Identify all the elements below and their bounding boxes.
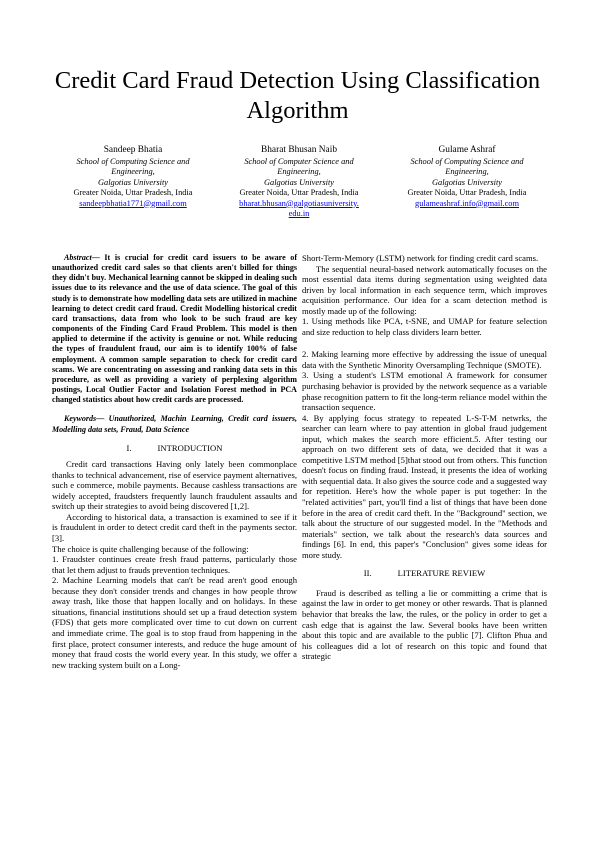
- author-email[interactable]: bharat.bhusan@galgotiasuniversity.: [239, 198, 359, 208]
- paragraph: Short-Term-Memory (LSTM) network for finding credit card scams.: [302, 253, 539, 263]
- author-name: Bharat Bhusan Naib: [260, 145, 338, 155]
- paper-title: Credit Card Fraud Detection Using Classification Algorithm: [54, 67, 541, 124]
- paragraph: The sequential neural-based network automatically focuses on the most essential data items during segmentation using weighted data driven by local information in each sequence term, which improves acquisition performance. Our idea for a scam detection method is mostly made up of the following:: [302, 263, 547, 316]
- author-email[interactable]: gulameashraf.info@gmail.com: [415, 198, 519, 208]
- abstract-label: Abstract—: [64, 253, 100, 262]
- section-number: II.: [363, 568, 372, 579]
- author-3: [386, 145, 548, 209]
- author-block: [52, 145, 552, 245]
- list-item: 2. Making learning more effective by addressing the issue of unequal data with the Synthetic Minority Oversampling Technique (SMOTE).: [302, 349, 547, 370]
- paragraph: Fraud is described as telling a lie or committing a crime that is against the law in order to get money or other rewards. That is planned behavior that breaks the law, the rules, or the policy in order to get a cash edge that is against the law. Several books have been written about this topic and are available to the public [7]. Clifton Phua and his colleagues did a lot of research on this topic and found that strategic: [302, 587, 547, 662]
- section-title: INTRODUCTION: [157, 442, 223, 453]
- abstract: [52, 253, 297, 405]
- section-heading-literature-review: [302, 568, 547, 579]
- author-university: Galgotias University: [97, 177, 169, 187]
- list-item: 1. Fraudster continues create fresh fraud patterns, particularly those that let them adjust to frauds prevention techniques.: [52, 554, 297, 575]
- list-item: 3. Using a student's LSTM emotional A framework for consumer purchasing behavior is provided by the network sequence as a variable phase recognition pattern to fit the long-term reliance model within the transaction sequence.: [302, 370, 547, 413]
- abstract-text: It is crucial for credit card issuers to be aware of unauthorized credit card sales so that clients aren't billed for things they didn't buy. Mechanical learning cannot be skipped in dealing such issues due to its relevance and the use of data science. The goal of this study is to demonstrate how modelling data sets are utilized in machine learning to detect credit card fraud. Credit Modelling historical credit card transactions, data from who look to be such fraud are key components of the Finding Card Fraud Problem. This model is then applied to determine if the activity is genuine or not. While reducing the types of fraudulent fraud, our aim is to identify 100% of false employment. A common sample separation to check for credit card scams. We are concentrating on assessing and ranking data sets in this procedure, as well as providing a variety of perplexing algorithm postings, Local Outlier Factor and Isolation Forest method in PCA changed statistics about how credit cards are processed.: [52, 253, 297, 405]
- author-dept: School of Computing Science and: [76, 156, 190, 166]
- paragraph: The choice is quite challenging because of the following:: [52, 543, 249, 554]
- author-university: Galgotias University: [431, 177, 503, 187]
- author-email-cont[interactable]: edu.in: [288, 209, 310, 218]
- author-1: [52, 145, 214, 209]
- keywords: Keywords— Unauthorized, Machin Learning, Credit card issuers, Modelling data sets, Fraud, Data Science: [52, 414, 297, 434]
- author-dept: School of Computer Science and: [244, 156, 354, 166]
- author-2: [218, 145, 380, 220]
- author-name: Sandeep Bhatia: [103, 145, 163, 155]
- right-column: [302, 253, 547, 662]
- section-number: I.: [126, 442, 132, 453]
- paragraph: Credit card transactions Having only lately been commonplace thanks to technical advancement, rise of eservice payment alternatives, such e commerce, mobile payments. Because cashless transactions are widely accepted, fraudsters frequently launch fraudulent assaults and switch up their strategies to avoid being discovered [1,2].: [52, 459, 297, 512]
- author-university: Galgotias University: [263, 177, 335, 187]
- author-location: Greater Noida, Uttar Pradesh, India: [407, 188, 527, 197]
- section-heading-introduction: [52, 443, 297, 454]
- author-dept-cont: Engineering,: [445, 167, 489, 176]
- author-dept-cont: Engineering,: [277, 167, 321, 176]
- author-name: Gulame Ashraf: [438, 145, 496, 155]
- left-column: [52, 253, 297, 670]
- list-item: 4. By applying focus strategy to repeated L-S-T-M netwrks, the searcher can learn where to pay attention in global fraud judgement input, which makes the search more efficient.5. After testing our approach on two different sets of data, we decided that it was a competitive LSTM method [5]that stood out from others. This function doesn't focus on finding fraud. Instead, it presents the idea of working with sequential data. It also gives the source code and a suggested way for repetition. Here's how the whole paper is put together: In the "related activities" part, you'll find a list of things that have been done before in the area of credit card theft. In the "Background" section, we talk about the structure of our suggested model. In the "Methods and materials" section, we talk about the research's data sources and findings [6]. In end, this paper's "Conclusion" gives some ideas for more study.: [302, 412, 547, 560]
- author-dept-cont: Engineering,: [111, 167, 155, 176]
- author-dept: School of Computing Science and: [410, 156, 524, 166]
- section-title: LITERATURE REVIEW: [397, 568, 486, 579]
- author-location: Greater Noida, Uttar Pradesh, India: [73, 188, 193, 197]
- author-location: Greater Noida, Uttar Pradesh, India: [239, 188, 359, 197]
- list-item: 2. Machine Learning models that can't be read aren't good enough because they don't consider trends and changes in how people throw away trash, like those that happen locally and on holidays. In these situations, financial institutions should set up a fraud detection system (FDS) that gets more complicated over time to cut down on current and immediate crime. The goal is to stop fraud from happening in the first place, protect consumer interests, and reduce the huge amount of money that fraud costs the world every year. In this study, we offer a new tracking system built on a Long-: [52, 575, 297, 670]
- author-email[interactable]: sandeepbhatia1771@gmail.com: [79, 198, 187, 208]
- paragraph: According to historical data, a transaction is examined to see if it is fraudulent in order to detect credit card theft in the payments sector. [3].: [52, 511, 297, 544]
- list-item: 1. Using methods like PCA, t-SNE, and UMAP for feature selection and size reduction to help class dividers learn better.: [302, 316, 547, 337]
